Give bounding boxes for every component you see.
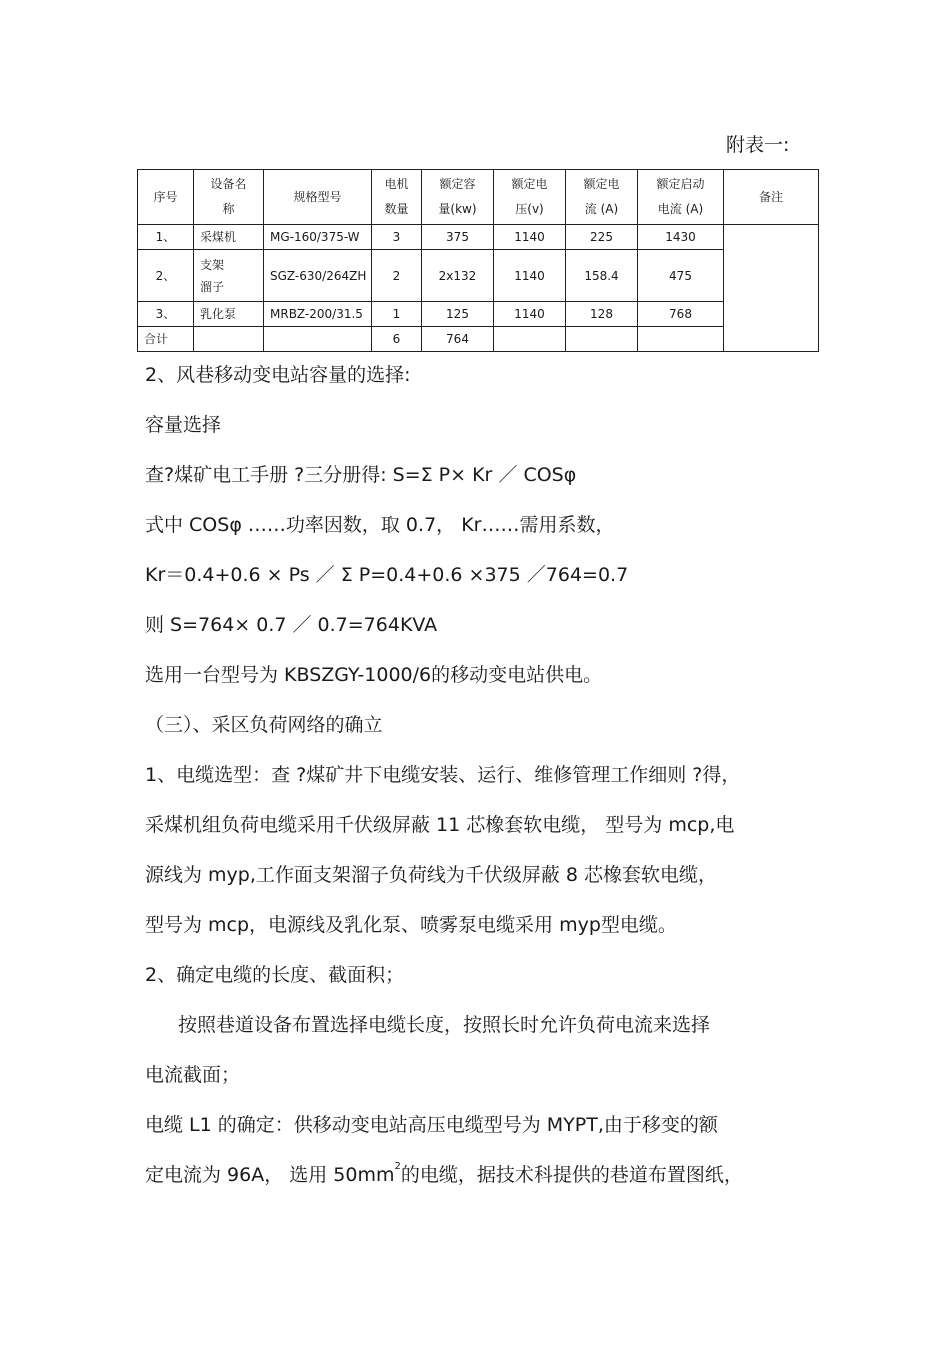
table-row [138,225,819,250]
cell-model: MRBZ-200/31.5 [264,302,372,327]
cell-device-name: 采煤机 [194,225,264,250]
section-heading-cable-length: 2、确定电缆的长度、截面积； [145,964,405,986]
cable-length-line-1: 按照巷道设备布置选择电缆长度，按照长时允许负荷电流来选择 [178,1014,711,1036]
cable-l1-text-before: 定电流为 96A， 选用 50mm [145,1164,395,1186]
cell-rated-voltage [494,327,566,352]
substation-selection: 选用一台型号为 KBSZGY-1000/6的移动变电站供电。 [145,664,603,686]
cell-rated-current: 128 [566,302,638,327]
cable-selection-line-1: 1、电缆选型：查 ?煤矿井下电缆安装、运行、维修管理工作细则 ?得， [145,764,741,786]
formula-line: 查?煤矿电工手册 ?三分册得: S=Σ P× Kr ／ COSφ [145,464,577,486]
cell-motor-count: 2 [372,250,422,302]
header-device-name: 设备名 称 [194,170,264,225]
table-row [138,302,819,327]
equipment-table [137,169,819,352]
cell-rated-voltage: 1140 [494,225,566,250]
header-rated-current: 额定电 流 (A) [566,170,638,225]
cable-length-line-2: 电流截面； [145,1064,241,1086]
table-header-row [138,170,819,225]
subheading-capacity: 容量选择 [145,414,222,436]
header-motor-count: 电机 数量 [372,170,422,225]
header-index: 序号 [138,170,194,225]
cell-rated-capacity: 125 [422,302,494,327]
superscript-2: 2 [394,1161,401,1172]
cell-index: 1、 [138,225,194,250]
cell-start-current: 475 [638,250,724,302]
section-heading-substation: 2、风巷移动变电站容量的选择: [145,364,411,386]
cable-selection-line-2: 采煤机组负荷电缆采用千伏级屏蔽 11 芯橡套软电缆， 型号为 mcp,电 [145,814,735,836]
cell-motor-count: 3 [372,225,422,250]
kr-calculation: Kr＝0.4+0.6 × Ps ／ Σ P=0.4+0.6 ×375 ／764=0.7 [145,564,629,586]
cable-selection-line-4: 型号为 mcp，电源线及乳化泵、喷雾泵电缆采用 myp型电缆。 [145,914,677,936]
cell-rated-capacity: 375 [422,225,494,250]
cable-l1-line-1: 电缆 L1 的确定：供移动变电站高压电缆型号为 MYPT,由于移变的额 [145,1114,718,1136]
cell-rated-capacity: 2x132 [422,250,494,302]
section-heading-network: （三）、采区负荷网络的确立 [145,714,383,736]
cell-model [264,327,372,352]
appendix-label: 附表一: [726,134,790,156]
cell-start-current: 1430 [638,225,724,250]
cell-rated-voltage: 1140 [494,250,566,302]
table-total-row [138,327,819,352]
cell-device-name: 支架 溜子 [194,250,264,302]
cell-motor-count: 1 [372,302,422,327]
header-rated-capacity: 额定容 量(kw) [422,170,494,225]
table-row [138,250,819,302]
s-calculation: 则 S=764× 0.7 ／ 0.7=764KVA [145,614,438,636]
cell-device-name: 乳化泵 [194,302,264,327]
cell-start-current [638,327,724,352]
cable-l1-line-2 [145,1160,743,1187]
cell-motor-count-total: 6 [372,327,422,352]
cell-model: SGZ-630/264ZH [264,250,372,302]
header-remarks: 备注 [724,170,819,225]
cell-rated-current: 158.4 [566,250,638,302]
cell-device-name [194,327,264,352]
cell-index: 3、 [138,302,194,327]
cell-rated-capacity-total: 764 [422,327,494,352]
formula-explanation: 式中 COSφ ……功率因数，取 0.7， Kr……需用系数， [145,514,615,536]
cell-rated-current [566,327,638,352]
cable-l1-text-after: 的电缆，据技术科提供的巷道布置图纸， [400,1164,743,1186]
cell-rated-voltage: 1140 [494,302,566,327]
cable-selection-line-3: 源线为 myp,工作面支架溜子负荷线为千伏级屏蔽 8 芯橡套软电缆， [145,864,718,886]
header-start-current: 额定启动 电流 (A) [638,170,724,225]
cell-remarks [724,225,819,352]
cell-index: 2、 [138,250,194,302]
header-model: 规格型号 [264,170,372,225]
cell-start-current: 768 [638,302,724,327]
cell-rated-current: 225 [566,225,638,250]
cell-total-label: 合计 [138,327,194,352]
cell-model: MG-160/375-W [264,225,372,250]
header-rated-voltage: 额定电 压(v) [494,170,566,225]
